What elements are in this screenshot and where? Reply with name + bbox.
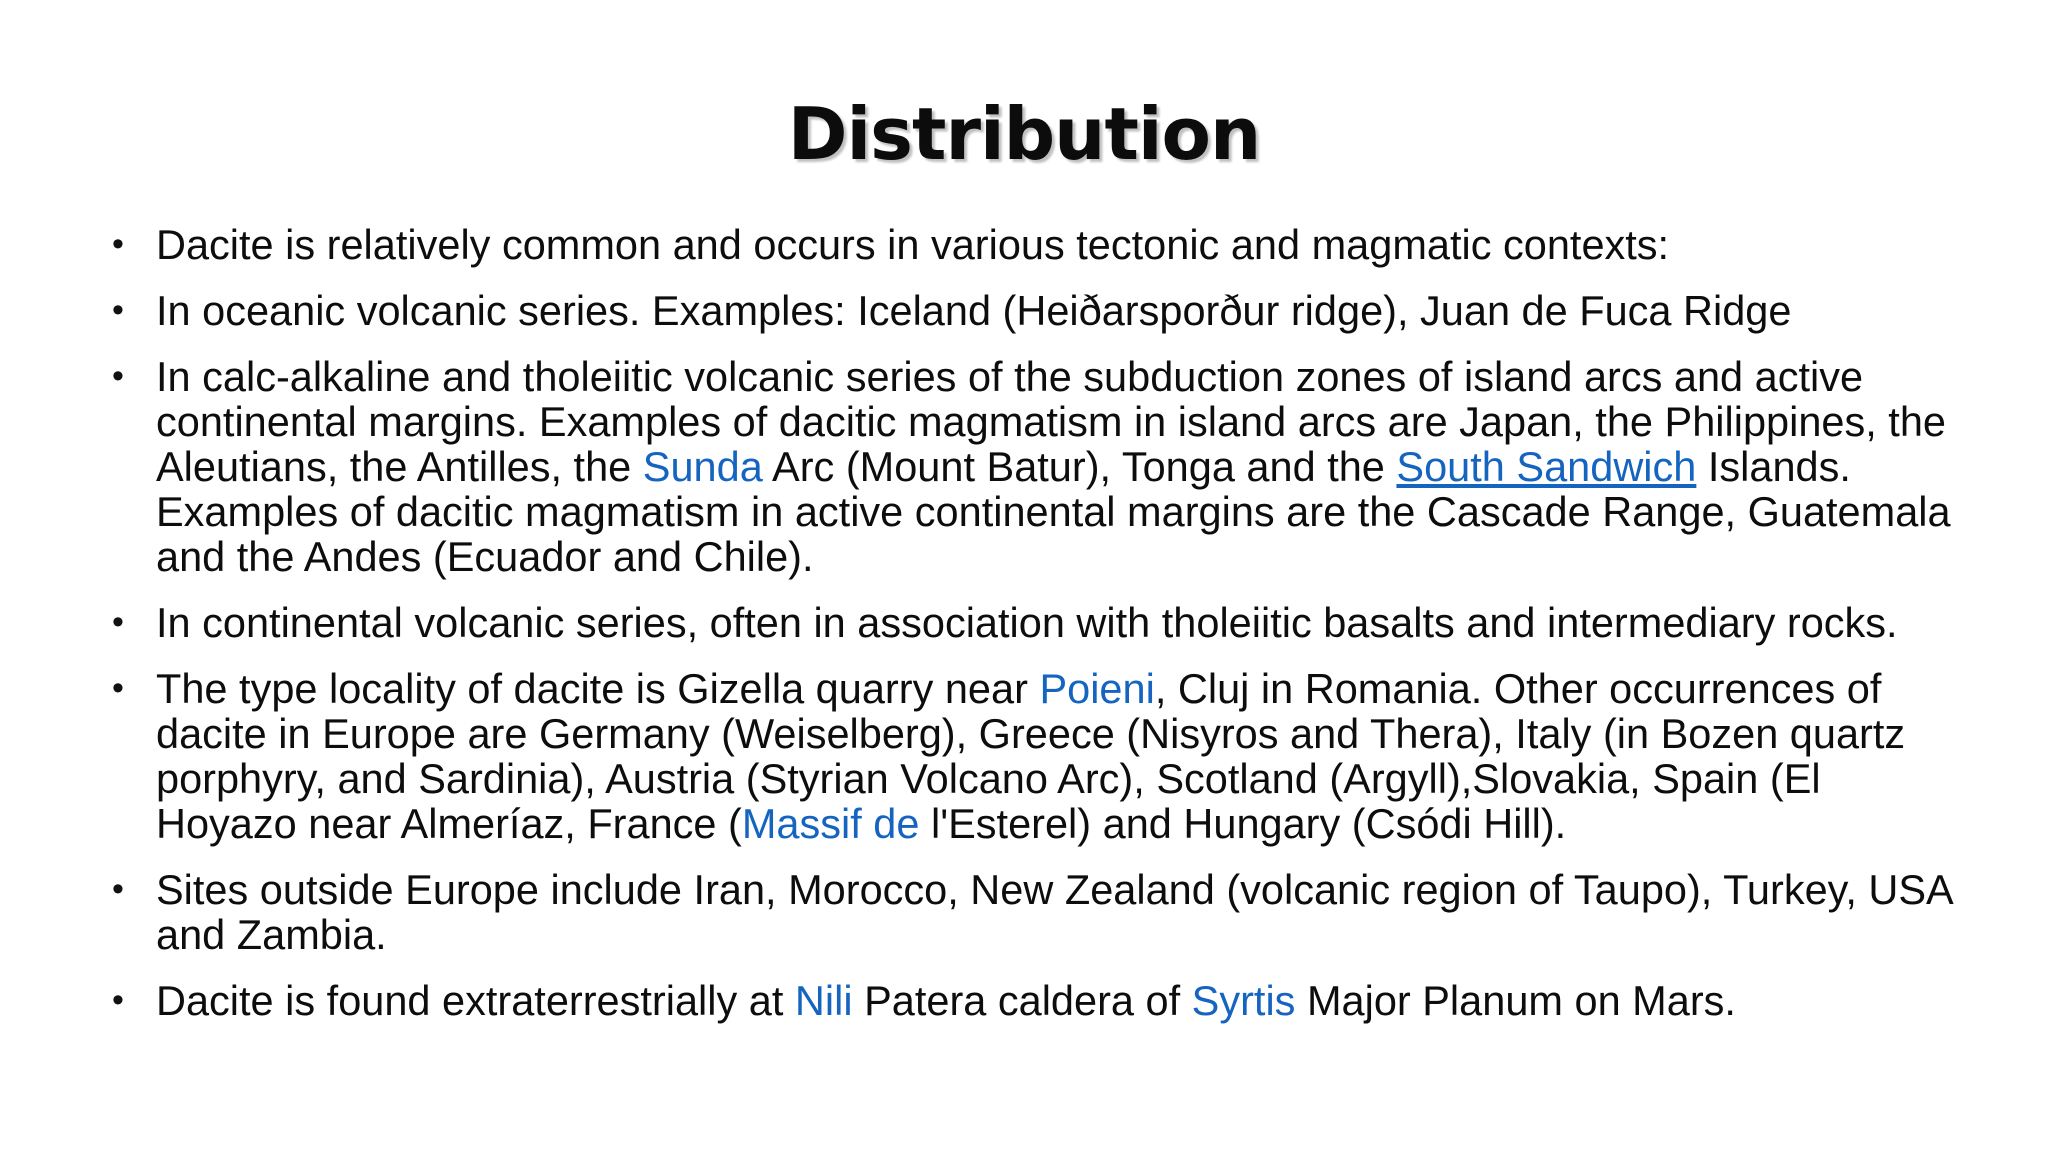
bullet-list (108, 222, 1968, 1044)
bullet-dot-icon: • (112, 603, 124, 641)
bullet-item-continental (108, 600, 1968, 645)
link-poieni[interactable]: Poieni (1039, 665, 1155, 712)
bullet-dot-icon: • (112, 870, 124, 908)
link-massif-de[interactable]: Massif de (741, 800, 920, 847)
bullet-text: l'Esterel) and Hungary (Csódi Hill). (919, 800, 1567, 847)
link-syrtis[interactable]: Syrtis (1191, 977, 1296, 1024)
bullet-text: In oceanic volcanic series. Examples: Iceland (Heiðarsporður ridge), Juan de Fuca Ridge (156, 287, 1792, 334)
bullet-item-calc-alkaline (108, 354, 1968, 579)
link-sunda[interactable]: Sunda (642, 443, 763, 490)
bullet-text: Sites outside Europe include Iran, Morocco, New Zealand (volcanic region of Taupo), Turkey, USA and Zambia. (156, 866, 1952, 958)
bullet-dot-icon: • (112, 291, 124, 329)
bullet-item-type-locality (108, 666, 1968, 846)
slide-title: Distribution (787, 92, 1261, 176)
bullet-text: Dacite is found extraterrestrially at (156, 977, 795, 1024)
bullet-text: Dacite is relatively common and occurs in various tectonic and magmatic contexts: (156, 221, 1670, 268)
bullet-dot-icon: • (112, 357, 124, 395)
bullet-text: Major Planum on Mars. (1295, 977, 1736, 1024)
bullet-text: Islands. Examples of dacitic magmatism in active continental margins are the Cascade Range, Guatemala and the Andes (Ecuador and Chile). (156, 443, 1951, 580)
bullet-item-mars (108, 978, 1968, 1023)
bullet-item-outside-europe (108, 867, 1968, 957)
link-south-sandwich[interactable]: South Sandwich (1396, 443, 1697, 490)
bullet-text: Patera caldera of (852, 977, 1192, 1024)
bullet-text: Arc (Mount Batur), Tonga and the (762, 443, 1397, 490)
bullet-text: , Cluj in Romania. Other occurrences of dacite in Europe are Germany (Weiselberg), Greece (Nisyros and Thera), Italy (in Bozen quartz porphyry, and Sardinia), Austria (Styrian Volcano Arc), Scotland (Argyll),Slovakia, Spain (El Hoyazo near Almeríaz, France ( (156, 665, 1906, 847)
bullet-dot-icon: • (112, 225, 124, 263)
bullet-dot-icon: • (112, 981, 124, 1019)
bullet-item-contexts (108, 222, 1968, 267)
bullet-text: In calc-alkaline and tholeiitic volcanic series of the subduction zones of island arcs and active continental margins. Examples of dacitic magmatism in island arcs are Japan, the Philippines, the Aleutians, the Antilles, the (156, 353, 1946, 490)
bullet-dot-icon: • (112, 669, 124, 707)
link-nili[interactable]: Nili (794, 977, 853, 1024)
bullet-text: The type locality of dacite is Gizella quarry near (156, 665, 1040, 712)
bullet-item-oceanic (108, 288, 1968, 333)
bullet-text: In continental volcanic series, often in association with tholeiitic basalts and intermediary rocks. (156, 599, 1898, 646)
